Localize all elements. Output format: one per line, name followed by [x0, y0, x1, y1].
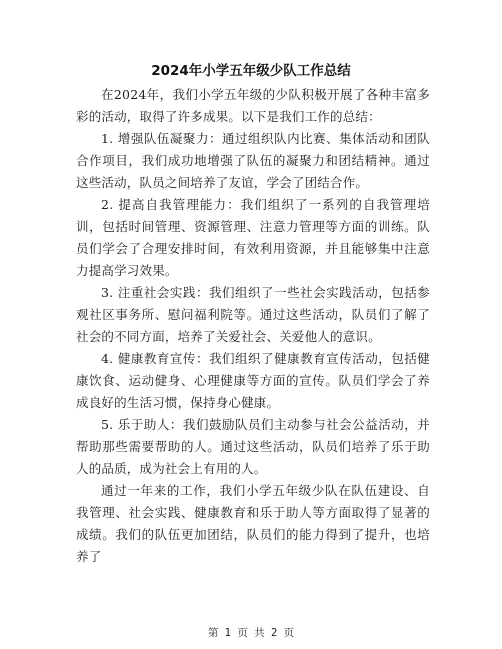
paragraph-conclusion: 通过一年来的工作，我们小学五年级少队在队伍建设、自我管理、社会实践、健康教育和乐于助人等方面取得了显著的成绩。我们的队伍更加团结，队员们的能力得到了提升，也培养了 — [76, 483, 430, 564]
document-title: 2024年小学五年级少队工作总结 — [151, 63, 351, 79]
paragraph-intro: 在2024年，我们小学五年级的少队积极开展了各种丰富多彩的活动，取得了许多成果。以下是我们工作的总结： — [76, 87, 430, 124]
page-number-footer: 第 1 页 共 2 页 — [207, 627, 295, 639]
paragraph-item-2: 2. 提高自我管理能力：我们组织了一系列的自我管理培训，包括时间管理、资源管理、注意力管理等方面的训练。队员们学会了合理安排时间，有效利用资源，并且能够集中注意力提高学习效果。 — [76, 197, 430, 278]
paragraph-item-1: 1. 增强队伍凝聚力：通过组织队内比赛、集体活动和团队合作项目，我们成功地增强了队伍的凝聚力和团结精神。通过这些活动，队员之间培养了友谊，学会了团结合作。 — [76, 131, 430, 190]
paragraph-item-4: 4. 健康教育宣传：我们组织了健康教育宣传活动，包括健康饮食、运动健身、心理健康等方面的宣传。队员们学会了养成良好的生活习惯，保持身心健康。 — [76, 351, 430, 410]
paragraph-item-5: 5. 乐于助人：我们鼓励队员们主动参与社会公益活动，并帮助那些需要帮助的人。通过这些活动，队员们培养了乐于助人的品质，成为社会上有用的人。 — [76, 417, 430, 476]
paragraph-item-3: 3. 注重社会实践：我们组织了一些社会实践活动，包括参观社区事务所、慰问福利院等。通过这些活动，队员们了解了社会的不同方面，培养了关爱社会、关爱他人的意识。 — [76, 285, 430, 344]
document-body — [76, 84, 430, 568]
